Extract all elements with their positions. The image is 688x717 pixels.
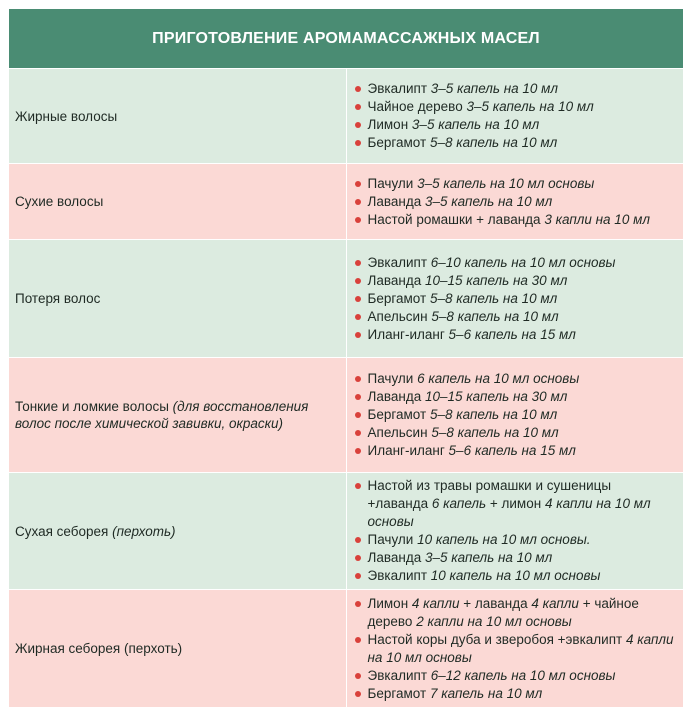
bullet-icon	[355, 332, 361, 338]
table-row	[9, 240, 684, 358]
table-row	[9, 69, 684, 164]
recipe-cell	[346, 69, 684, 164]
bullet-icon	[355, 448, 361, 454]
list-item: Настой из травы ромашки и сушеницы +лаванда 6 капель + лимон 4 капли на 10 мл основы	[355, 477, 676, 531]
recipe-cell	[346, 240, 684, 358]
bullet-icon	[355, 278, 361, 284]
list-item: Бергамот 7 капель на 10 мл	[355, 685, 676, 703]
table-row	[9, 358, 684, 473]
bullet-icon	[355, 376, 361, 382]
bullet-icon	[355, 673, 361, 679]
list-item: Лаванда 3–5 капель на 10 мл	[355, 549, 676, 567]
condition-cell	[9, 590, 347, 708]
recipe-cell	[346, 164, 684, 240]
list-item: Иланг-иланг 5–6 капель на 15 мл	[355, 326, 676, 344]
list-item: Настой ромашки + лаванда 3 капли на 10 мл	[355, 211, 676, 229]
list-item: Лаванда 10–15 капель на 30 мл	[355, 272, 676, 290]
bullet-icon	[355, 537, 361, 543]
condition-note: (перхоть)	[112, 523, 176, 539]
condition-label: Жирные волосы	[15, 108, 118, 124]
list-item: Пачули 3–5 капель на 10 мл основы	[355, 175, 676, 193]
table-row	[9, 473, 684, 590]
condition-label: Сухие волосы	[15, 194, 104, 209]
condition-note: (для восстановления волос после химической завивки, окраски)	[15, 399, 309, 431]
table-row	[9, 590, 684, 708]
condition-cell	[9, 69, 347, 164]
condition-cell	[9, 240, 347, 358]
bullet-icon	[355, 555, 361, 561]
bullet-icon	[355, 104, 361, 110]
bullet-icon	[355, 573, 361, 579]
bullet-icon	[355, 181, 361, 187]
bullet-icon	[355, 430, 361, 436]
list-item: Бергамот 5–8 капель на 10 мл	[355, 406, 676, 424]
list-item: Лаванда 3–5 капель на 10 мл	[355, 193, 676, 211]
list-item: Бергамот 5–8 капель на 10 мл	[355, 290, 676, 308]
condition-label: Тонкие и ломкие волосы	[15, 399, 169, 414]
list-item: Чайное дерево 3–5 капель на 10 мл	[355, 98, 676, 116]
condition-cell	[9, 164, 347, 240]
list-item: Бергамот 5–8 капель на 10 мл	[355, 134, 676, 152]
list-item: Эвкалипт 3–5 капель на 10 мл	[355, 80, 676, 98]
recipe-list	[355, 254, 676, 344]
recipe-cell	[346, 358, 684, 473]
list-item: Пачули 10 капель на 10 мл основы.	[355, 531, 676, 549]
list-item: Лимон 3–5 капель на 10 мл	[355, 116, 676, 134]
condition-cell	[9, 473, 347, 590]
list-item: Апельсин 5–8 капель на 10 мл	[355, 308, 676, 326]
list-item: Апельсин 5–8 капель на 10 мл	[355, 424, 676, 442]
condition-cell	[9, 358, 347, 473]
bullet-icon	[355, 314, 361, 320]
bullet-icon	[355, 394, 361, 400]
condition-label: Жирная себорея (перхоть)	[15, 641, 183, 656]
recipe-cell	[346, 590, 684, 708]
title-row	[9, 9, 684, 69]
bullet-icon	[355, 601, 361, 607]
bullet-icon	[355, 140, 361, 146]
recipe-list	[355, 80, 676, 152]
recipe-cell	[346, 473, 684, 590]
list-item: Эвкалипт 6–10 капель на 10 мл основы	[355, 254, 676, 272]
list-item: Эвкалипт 6–12 капель на 10 мл основы	[355, 667, 676, 685]
bullet-icon	[355, 637, 361, 643]
bullet-icon	[355, 296, 361, 302]
list-item: Лимон 4 капли + лаванда 4 капли + чайное дерево 2 капли на 10 мл основы	[355, 595, 676, 631]
list-item: Эвкалипт 10 капель на 10 мл основы	[355, 567, 676, 585]
bullet-icon	[355, 199, 361, 205]
bullet-icon	[355, 412, 361, 418]
condition-label: Потеря волос	[15, 291, 101, 306]
bullet-icon	[355, 691, 361, 697]
table-title: ПРИГОТОВЛЕНИЕ АРОМАМАССАЖНЫХ МАСЕЛ	[9, 9, 684, 69]
recipe-list	[355, 595, 676, 703]
list-item: Пачули 6 капель на 10 мл основы	[355, 370, 676, 388]
bullet-icon	[355, 483, 361, 489]
bullet-icon	[355, 217, 361, 223]
list-item: Лаванда 10–15 капель на 30 мл	[355, 388, 676, 406]
recipe-list	[355, 370, 676, 460]
bullet-icon	[355, 260, 361, 266]
list-item: Настой коры дуба и зверобоя +эвкалипт 4 капли на 10 мл основы	[355, 631, 676, 667]
recipe-list	[355, 477, 676, 585]
recipe-list	[355, 175, 676, 229]
list-item: Иланг-иланг 5–6 капель на 15 мл	[355, 442, 676, 460]
oil-table	[8, 8, 684, 708]
table-row	[9, 164, 684, 240]
bullet-icon	[355, 86, 361, 92]
bullet-icon	[355, 122, 361, 128]
condition-label: Сухая себорея	[15, 523, 109, 539]
